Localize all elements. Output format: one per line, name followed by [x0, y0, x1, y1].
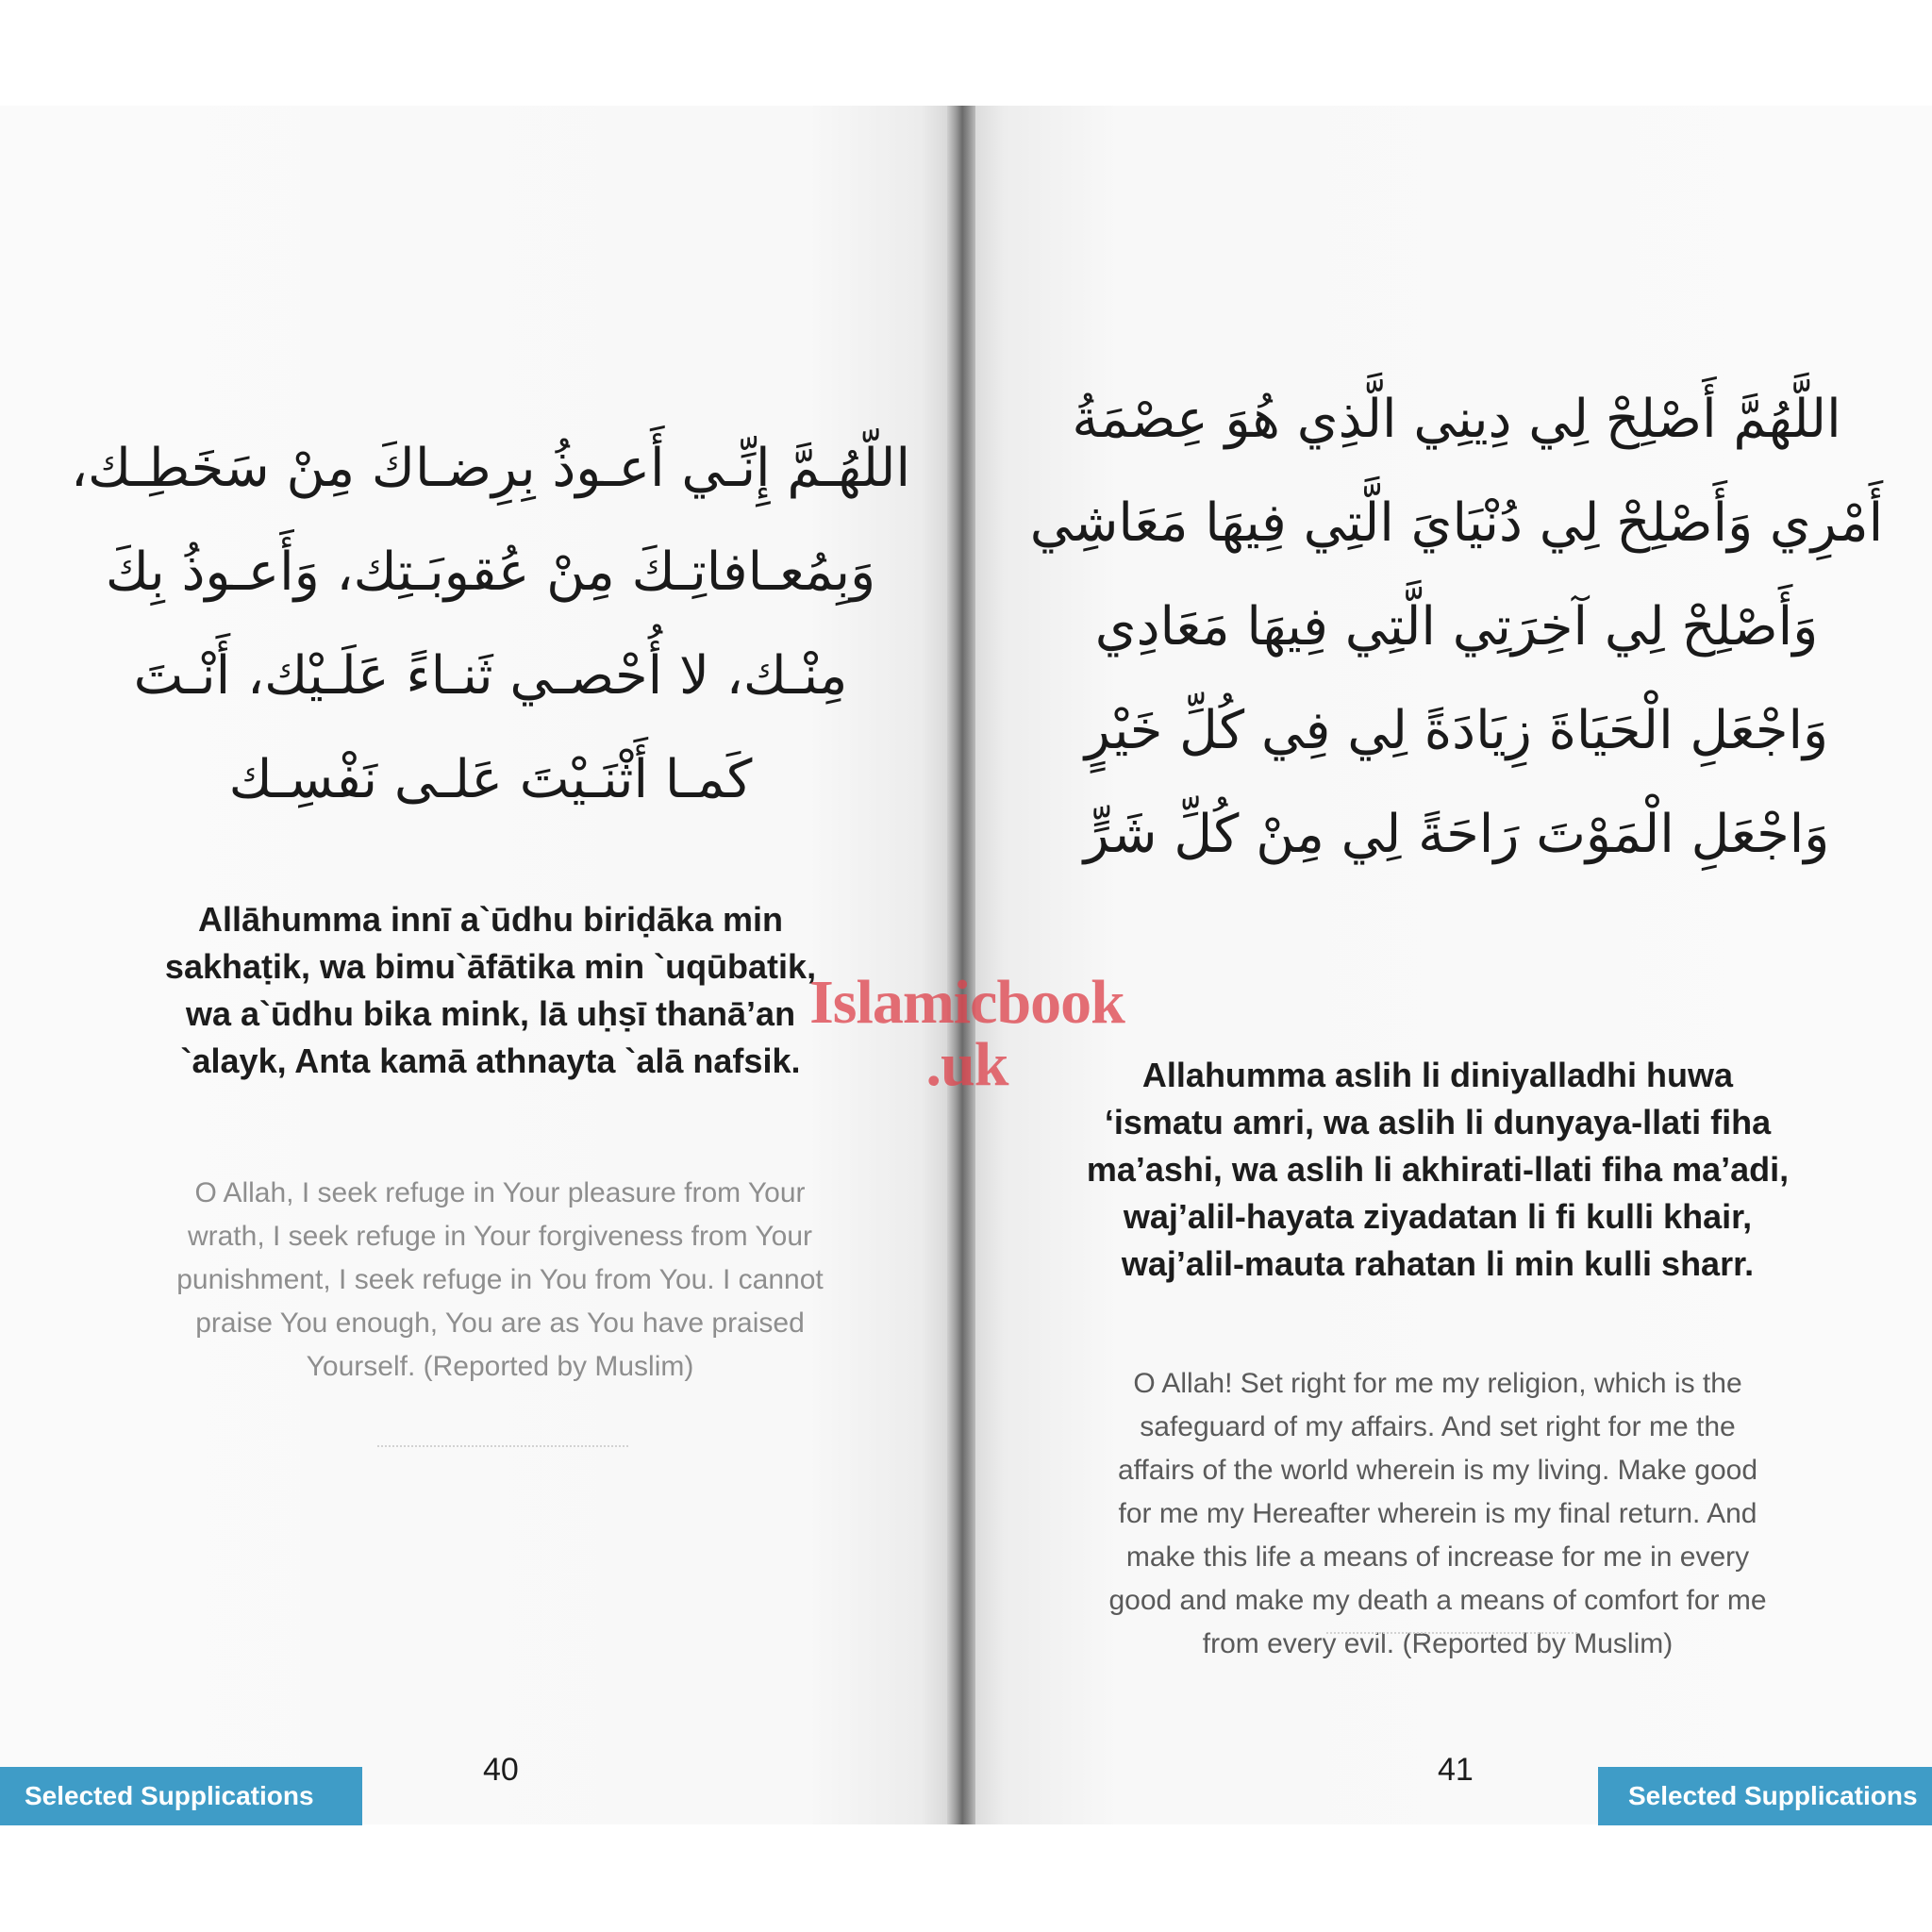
right-translation-line-4: for me my Hereafter wherein is my final return. And — [1118, 1498, 1757, 1529]
left-arabic-supplication — [57, 417, 924, 832]
left-page — [0, 106, 949, 1824]
right-arabic-line-2: أَمْرِي وَأَصْلِحْ لِي دُنْيَايَ الَّتِي فِيهَا مَعَاشِي — [1029, 492, 1884, 554]
right-footer-label: Selected Supplications — [1628, 1781, 1918, 1810]
right-translation-line-5: make this life a means of increase for me in every — [1125, 1541, 1750, 1573]
right-arabic-line-4: وَاجْعَلِ الْحَيَاةَ زِيَادَةً لِي فِي كُلِّ خَيْرٍ — [1084, 700, 1829, 761]
left-translation-line-3: punishment, I seek refuge in You from You. I cannot — [176, 1264, 824, 1295]
right-translation — [994, 1362, 1881, 1666]
left-translit-line-2: sakhaṭik, wa bimu`āfātika min `uqūbatik, — [164, 947, 817, 986]
left-translation — [75, 1172, 924, 1389]
watermark-line-2: .uk — [925, 1030, 1008, 1099]
right-translit-line-5: waj’alil-mauta rahatan li min kulli sharr. — [1121, 1244, 1755, 1283]
left-arabic-line-1: اللّهُـمَّ إِنِّـي أَعـوذُ بِرِضـاكَ مِنْ سَخَطِـك، — [70, 438, 911, 499]
right-arabic-supplication — [1013, 368, 1900, 887]
right-arabic-line-1: اللَّهُمَّ أَصْلِحْ لِي دِينِي الَّذِي هُوَ عِصْمَةُ — [1072, 389, 1841, 450]
right-translation-line-2: safeguard of my affairs. And set right for me the — [1140, 1411, 1736, 1442]
left-translation-line-4: praise You enough, You are as You have praised — [195, 1307, 805, 1339]
open-book — [0, 106, 1932, 1824]
right-page — [975, 106, 1932, 1824]
right-translation-line-6: good and make my death a means of comfort for me — [1108, 1585, 1767, 1616]
left-footer-tab — [0, 1767, 362, 1825]
left-arabic-line-4: كَمـا أَثْنَـيْتَ عَلـى نَفْسِـك — [228, 749, 753, 810]
right-translit-line-4: waj’alil-hayata ziyadatan li fi kulli khair, — [1123, 1197, 1753, 1236]
right-translit-line-2: ‘ismatu amri, wa aslih li dunyaya-llati fiha — [1104, 1103, 1772, 1141]
left-transliteration — [75, 896, 906, 1085]
left-translation-line-5: Yourself. (Reported by Muslim) — [306, 1351, 694, 1382]
right-page-number: 41 — [1438, 1752, 1474, 1788]
right-translit-line-3: ma’ashi, wa aslih li akhirati-llati fiha ma’adi, — [1086, 1150, 1790, 1189]
right-arabic-line-3: وَأَصْلِحْ لِي آخِرَتِي الَّتِي فِيهَا مَعَادِي — [1094, 596, 1819, 658]
left-page-number: 40 — [483, 1752, 519, 1788]
watermark-line-1: Islamicbook — [809, 968, 1124, 1037]
left-arabic-line-2: وَبِمُعـافاتِـكَ مِنْ عُقوبَـتِك، وَأَعـوذُ بِكَ — [105, 541, 876, 603]
left-divider — [377, 1445, 628, 1447]
left-translit-line-1: Allāhumma innī a`ūdhu biriḍāka min — [197, 900, 784, 939]
right-translation-line-7: from every evil. (Reported by Muslim) — [1202, 1628, 1674, 1659]
watermark — [783, 968, 1151, 1099]
left-translit-line-4: `alayk, Anta kamā athnayta `alā nafsik. — [180, 1041, 801, 1080]
left-translit-line-3: wa a`ūdhu bika mink, lā uḥṣī thanā’an — [185, 994, 796, 1033]
left-footer-label: Selected Supplications — [25, 1781, 314, 1810]
left-translation-line-1: O Allah, I seek refuge in Your pleasure from Your — [194, 1177, 806, 1208]
right-divider — [1326, 1632, 1577, 1634]
right-translation-line-1: O Allah! Set right for me my religion, which is the — [1133, 1368, 1742, 1399]
right-footer-tab — [1598, 1767, 1932, 1825]
left-translation-line-2: wrath, I seek refuge in Your forgiveness from Your — [187, 1221, 813, 1252]
right-arabic-line-5: وَاجْعَلِ الْمَوْتَ رَاحَةً لِي مِنْ كُلِّ شَرٍّ — [1083, 804, 1830, 865]
left-arabic-line-3: مِنْـك، لا أُحْصـي ثَنـاءً عَلَـيْك، أَنْـتَ — [133, 645, 848, 707]
right-translit-line-1: Allahumma aslih li diniyalladhi huwa — [1141, 1056, 1734, 1094]
right-translation-line-3: affairs of the world wherein is my living. Make good — [1117, 1455, 1758, 1486]
book-spine — [947, 106, 977, 1824]
